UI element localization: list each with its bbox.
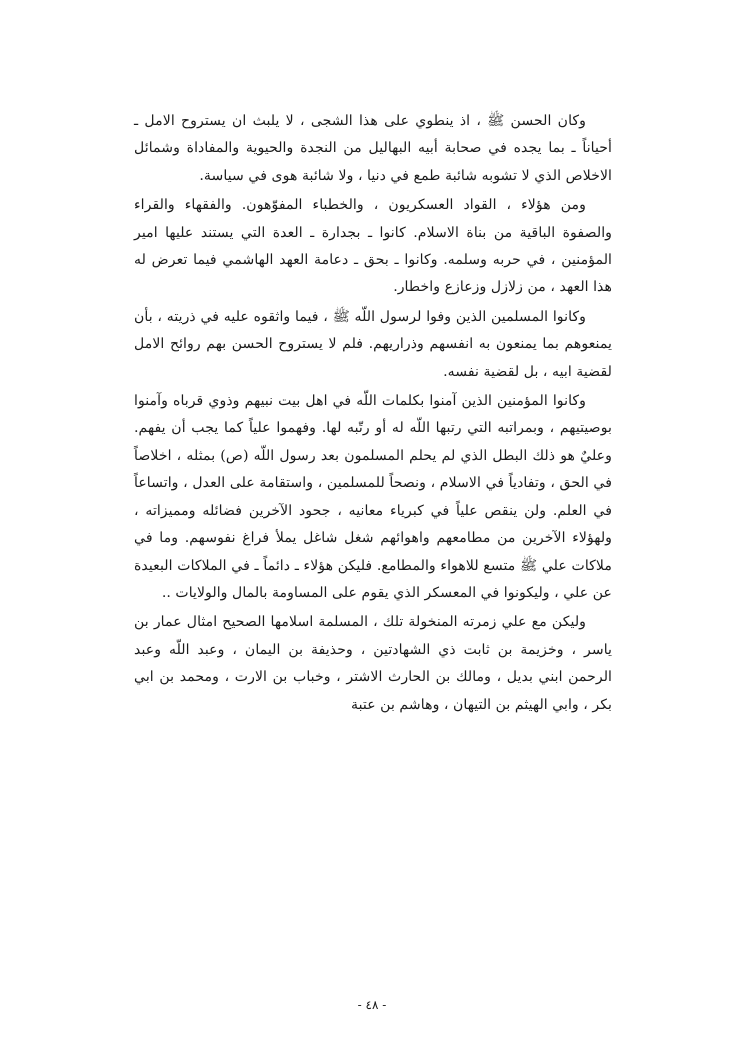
paragraph-1: وكان الحسن ﷺ ، اذ ينطوي على هذا الشجى ، لا يلبث ان يستروح الامل ـ أحياناً ـ بما يجده في صحابة أبيه البهاليل من النجدة والحيوية والمفاداة وشمائل الاخلاص الذي لا تشوبه شائبة طمع في دنيا ، ولا شائبة هوى في سياسة. [134,113,612,184]
page-number: - ٤٨ - [357,998,387,1012]
paragraph-5: وليكن مع علي زمرته المنخولة تلك ، المسلمة اسلامها الصحيح امثال عمار بن ياسر ، وخزيمة بن ثابت ذي الشهادتين ، وحذيفة بن اليمان ، وعبد اللّه وعبد الرحمن ابني بديل ، ومالك بن الحارث الاشتر ، وخباب بن الارت ، ومحمد بن ابي بكر ، وابي الهيثم بن التيهان ، وهاشم بن عتبة [134,614,612,713]
paragraph-4: وكانوا المؤمنين الذين آمنوا بكلمات اللّه في اهل بيت نبيهم وذوي قرباه وآمنوا بوصيتيهم ، وبمراتبه التي رتبها اللّه له أو رتّبه لها. وفهموا علياً كما يجب أن يفهم. وعليٌ هو ذلك البطل الذي لم يحلم المسلمون بعد رسول اللّه (ص) بمثله ، اخلاصاً في الحق ، وتفادياً في الاسلام ، ونصحاً للمسلمين ، واستقامة على العدل ، واتساعاً في العلم. ولن ينقص علياً في كبرياء معانيه ، جحود الآخرين فضائله ومميزاته ، ولهؤلاء الآخرين من مطامعهم واهوائهم شغل شاغل يملأ فراغ نفوسهم. وما في ملاكات علي ﷺ متسع للاهواء والمطامع. فليكن هؤلاء ـ دائماً ـ في الملاكات البعيدة عن علي ، وليكونوا في المعسكر الذي يقوم على المساومة بالمال والولايات .. [134,393,612,601]
body-text [134,108,612,721]
paragraph-2: ومن هؤلاء ، القواد العسكريون ، والخطباء المفوّهون. والفقهاء والقراء والصفوة الباقية من بناة الاسلام. كانوا ـ بجدارة ـ العدة التي يستند عليها امير المؤمنين ، في حربه وسلمه. وكانوا ـ بحق ـ دعامة العهد الهاشمي فيما تعرض له هذا العهد ، من زلازل وزعازع واخطار. [134,197,612,296]
paragraph-3: وكانوا المسلمين الذين وفوا لرسول اللّه ﷺ ، فيما واثقوه عليه في ذريته ، بأن يمنعوهم بما يمنعون به انفسهم وذراريهم. فلم لا يستروح الحسن بهم روائح الامل لقضية ابيه ، بل لقضية نفسه. [134,308,612,380]
